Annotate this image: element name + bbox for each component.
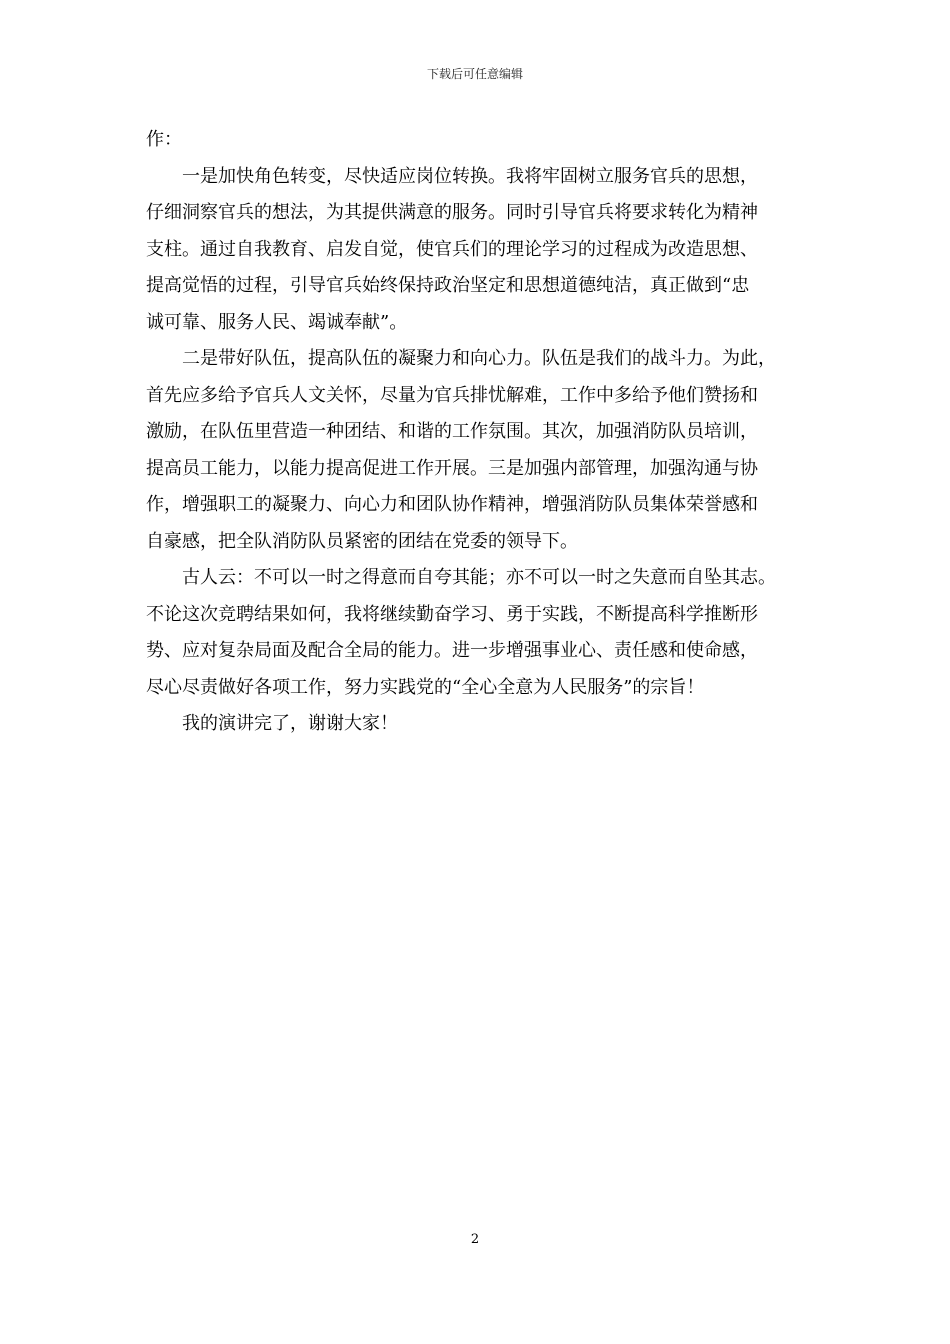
text-line: 不论这次竞聘结果如何，我将继续勤奋学习、勇于实践，不断提高科学推断形 (146, 603, 758, 625)
text-line: 古人云：不可以一时之得意而自夸其能；亦不可以一时之失意而自坠其志。 (182, 567, 776, 588)
text-line: 提高员工能力，以能力提高促进工作开展。三是加强内部管理，加强沟通与协 (146, 457, 758, 479)
page-number: 2 (470, 1232, 480, 1247)
text-line: 支柱。通过自我教育、启发自觉，使官兵们的理论学习的过程成为改造思想、 (146, 238, 758, 260)
page-header: 下载后可任意编辑 (426, 67, 523, 81)
text-line: 作： (146, 129, 182, 150)
text-line: 我的演讲完了，谢谢大家！ (182, 713, 398, 734)
text-line: 势、应对复杂局面及配合全局的能力。进一步增强事业心、责任感和使命感， (146, 640, 758, 661)
text-line: 激励，在队伍里营造一种团结、和谐的工作氛围。其次，加强消防队员培训， (146, 421, 758, 442)
text-line: 尽心尽责做好各项工作，努力实践党的“全心全意为人民服务”的宗旨！ (146, 676, 705, 698)
text-line: 自豪感，把全队消防队员紧密的团结在党委的领导下。 (146, 530, 578, 552)
text-line: 首先应多给予官兵人文关怀，尽量为官兵排忧解难，工作中多给予他们赞扬和 (146, 384, 758, 406)
text-line: 一是加快角色转变，尽快适应岗位转换。我将牢固树立服务官兵的思想， (182, 165, 758, 187)
text-line: 诚可靠、服务人民、竭诚奉献”。 (146, 311, 408, 333)
body-text (146, 122, 826, 743)
text-line: 作，增强职工的凝聚力、向心力和团队协作精神，增强消防队员集体荣誉感和 (146, 494, 758, 515)
text-line: 仔细洞察官兵的想法，为其提供满意的服务。同时引导官兵将要求转化为精神 (146, 202, 758, 223)
text-line: 二是带好队伍，提高队伍的凝聚力和向心力。队伍是我们的战斗力。为此， (182, 348, 776, 369)
text-line: 提高觉悟的过程，引导官兵始终保持政治坚定和思想道德纯洁，真正做到“忠 (146, 275, 750, 296)
